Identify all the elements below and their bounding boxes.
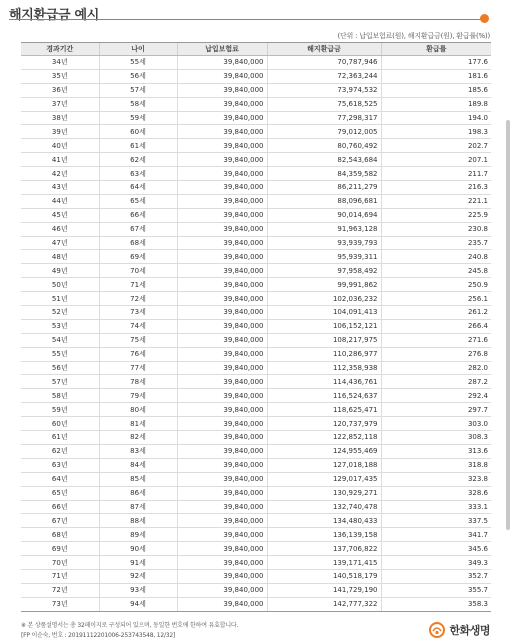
cell-surrender-value: 88,096,681: [267, 194, 381, 208]
cell-elapsed-period: 61년: [21, 431, 99, 445]
cell-surrender-value: 90,014,694: [267, 208, 381, 222]
cell-age: 65세: [99, 194, 177, 208]
cell-surrender-value: 130,929,271: [267, 486, 381, 500]
cell-elapsed-period: 65년: [21, 486, 99, 500]
cell-age: 73세: [99, 306, 177, 320]
table-row: [21, 278, 491, 292]
cell-premium-paid: 39,840,000: [177, 292, 267, 306]
cell-elapsed-period: 34년: [21, 56, 99, 70]
cell-premium-paid: 39,840,000: [177, 111, 267, 125]
cell-age: 57세: [99, 83, 177, 97]
cell-refund-rate: 245.8: [381, 264, 491, 278]
cell-age: 79세: [99, 389, 177, 403]
cell-age: 87세: [99, 500, 177, 514]
unit-note: (단위 : 납입보험료(원), 해지환급금(원), 환급률(%)): [337, 32, 490, 40]
cell-surrender-value: 140,518,179: [267, 569, 381, 583]
cell-age: 93세: [99, 583, 177, 597]
cell-elapsed-period: 66년: [21, 500, 99, 514]
cell-elapsed-period: 48년: [21, 250, 99, 264]
cell-refund-rate: 221.1: [381, 194, 491, 208]
cell-refund-rate: 216.3: [381, 181, 491, 195]
cell-age: 58세: [99, 97, 177, 111]
cell-refund-rate: 256.1: [381, 292, 491, 306]
cell-premium-paid: 39,840,000: [177, 97, 267, 111]
cell-refund-rate: 276.8: [381, 347, 491, 361]
title-rule: [9, 19, 482, 20]
cell-refund-rate: 308.3: [381, 431, 491, 445]
table-row: [21, 181, 491, 195]
scrollbar[interactable]: [506, 120, 510, 530]
cell-premium-paid: 39,840,000: [177, 278, 267, 292]
cell-premium-paid: 39,840,000: [177, 431, 267, 445]
cell-surrender-value: 93,939,793: [267, 236, 381, 250]
cell-surrender-value: 106,152,121: [267, 319, 381, 333]
cell-surrender-value: 141,729,190: [267, 583, 381, 597]
cell-refund-rate: 345.6: [381, 542, 491, 556]
cell-refund-rate: 266.4: [381, 319, 491, 333]
cell-surrender-value: 84,359,582: [267, 167, 381, 181]
cell-elapsed-period: 43년: [21, 181, 99, 195]
table-row: [21, 56, 491, 70]
cell-surrender-value: 95,939,311: [267, 250, 381, 264]
table-row: [21, 500, 491, 514]
header-refund-rate: 환급률: [381, 43, 491, 56]
cell-age: 76세: [99, 347, 177, 361]
table-row: [21, 292, 491, 306]
cell-premium-paid: 39,840,000: [177, 319, 267, 333]
cell-premium-paid: 39,840,000: [177, 375, 267, 389]
cell-age: 86세: [99, 486, 177, 500]
table-row: [21, 69, 491, 83]
cell-premium-paid: 39,840,000: [177, 236, 267, 250]
cell-premium-paid: 39,840,000: [177, 583, 267, 597]
table-row: [21, 153, 491, 167]
cell-premium-paid: 39,840,000: [177, 569, 267, 583]
cell-elapsed-period: 49년: [21, 264, 99, 278]
cell-refund-rate: 185.6: [381, 83, 491, 97]
cell-elapsed-period: 38년: [21, 111, 99, 125]
cell-premium-paid: 39,840,000: [177, 125, 267, 139]
cell-age: 91세: [99, 556, 177, 570]
cell-surrender-value: 136,139,158: [267, 528, 381, 542]
cell-elapsed-period: 62년: [21, 444, 99, 458]
cell-surrender-value: 86,211,279: [267, 181, 381, 195]
company-name: 한화생명: [449, 624, 490, 637]
table-row: [21, 333, 491, 347]
footnote-line-2: [FP 이순숙, 번호 : 20191112201006-253743548, 12/32]: [21, 632, 176, 639]
cell-surrender-value: 97,958,492: [267, 264, 381, 278]
cell-age: 94세: [99, 597, 177, 611]
cell-elapsed-period: 47년: [21, 236, 99, 250]
cell-premium-paid: 39,840,000: [177, 83, 267, 97]
cell-age: 55세: [99, 56, 177, 70]
table-row: [21, 97, 491, 111]
table-row: [21, 389, 491, 403]
cell-surrender-value: 116,524,637: [267, 389, 381, 403]
cell-surrender-value: 104,091,413: [267, 306, 381, 320]
cell-refund-rate: 328.6: [381, 486, 491, 500]
cell-elapsed-period: 45년: [21, 208, 99, 222]
cell-premium-paid: 39,840,000: [177, 556, 267, 570]
cell-elapsed-period: 72년: [21, 583, 99, 597]
cell-surrender-value: 132,740,478: [267, 500, 381, 514]
cell-surrender-value: 110,286,977: [267, 347, 381, 361]
cell-surrender-value: 82,543,684: [267, 153, 381, 167]
table-row: [21, 208, 491, 222]
cell-premium-paid: 39,840,000: [177, 472, 267, 486]
cell-age: 77세: [99, 361, 177, 375]
cell-surrender-value: 102,036,232: [267, 292, 381, 306]
cell-age: 59세: [99, 111, 177, 125]
cell-premium-paid: 39,840,000: [177, 542, 267, 556]
cell-age: 80세: [99, 403, 177, 417]
cell-elapsed-period: 52년: [21, 306, 99, 320]
cell-elapsed-period: 39년: [21, 125, 99, 139]
cell-elapsed-period: 36년: [21, 83, 99, 97]
cell-refund-rate: 194.0: [381, 111, 491, 125]
cell-refund-rate: 303.0: [381, 417, 491, 431]
cell-elapsed-period: 46년: [21, 222, 99, 236]
table-row: [21, 125, 491, 139]
cell-elapsed-period: 51년: [21, 292, 99, 306]
cell-refund-rate: 225.9: [381, 208, 491, 222]
cell-premium-paid: 39,840,000: [177, 458, 267, 472]
cell-elapsed-period: 55년: [21, 347, 99, 361]
cell-age: 60세: [99, 125, 177, 139]
cell-surrender-value: 122,852,118: [267, 431, 381, 445]
cell-refund-rate: 271.6: [381, 333, 491, 347]
table-header-row: [21, 43, 491, 56]
cell-surrender-value: 139,171,415: [267, 556, 381, 570]
cell-surrender-value: 77,298,317: [267, 111, 381, 125]
cell-age: 88세: [99, 514, 177, 528]
table-row: [21, 347, 491, 361]
cell-age: 81세: [99, 417, 177, 431]
table-row: [21, 236, 491, 250]
cell-elapsed-period: 60년: [21, 417, 99, 431]
cell-age: 70세: [99, 264, 177, 278]
cell-refund-rate: 207.1: [381, 153, 491, 167]
header-surrender-value: 해지환급금: [267, 43, 381, 56]
table-row: [21, 444, 491, 458]
cell-refund-rate: 337.5: [381, 514, 491, 528]
cell-surrender-value: 80,760,492: [267, 139, 381, 153]
cell-age: 82세: [99, 431, 177, 445]
cell-elapsed-period: 42년: [21, 167, 99, 181]
table-row: [21, 83, 491, 97]
cell-elapsed-period: 59년: [21, 403, 99, 417]
cell-surrender-value: 114,436,761: [267, 375, 381, 389]
cell-age: 67세: [99, 222, 177, 236]
table-row: [21, 486, 491, 500]
cell-refund-rate: 287.2: [381, 375, 491, 389]
cell-elapsed-period: 57년: [21, 375, 99, 389]
cell-age: 90세: [99, 542, 177, 556]
cell-elapsed-period: 71년: [21, 569, 99, 583]
cell-age: 89세: [99, 528, 177, 542]
cell-surrender-value: 70,787,946: [267, 56, 381, 70]
table-row: [21, 472, 491, 486]
cell-refund-rate: 181.6: [381, 69, 491, 83]
cell-refund-rate: 261.2: [381, 306, 491, 320]
cell-refund-rate: 318.8: [381, 458, 491, 472]
cell-premium-paid: 39,840,000: [177, 153, 267, 167]
cell-premium-paid: 39,840,000: [177, 389, 267, 403]
refund-table: [21, 42, 491, 612]
cell-refund-rate: 250.9: [381, 278, 491, 292]
cell-surrender-value: 108,217,975: [267, 333, 381, 347]
cell-premium-paid: 39,840,000: [177, 264, 267, 278]
cell-surrender-value: 142,777,322: [267, 597, 381, 611]
header-elapsed-period: 경과기간: [21, 43, 99, 56]
cell-age: 78세: [99, 375, 177, 389]
cell-premium-paid: 39,840,000: [177, 181, 267, 195]
cell-refund-rate: 323.8: [381, 472, 491, 486]
cell-surrender-value: 129,017,435: [267, 472, 381, 486]
cell-premium-paid: 39,840,000: [177, 444, 267, 458]
cell-elapsed-period: 56년: [21, 361, 99, 375]
cell-age: 68세: [99, 236, 177, 250]
table-row: [21, 431, 491, 445]
footnote-line-1: ※ 본 상품설명서는 총 32페이지로 구성되어 있으며, 동일한 번호에 한하여 유효합니다.: [21, 622, 239, 629]
cell-premium-paid: 39,840,000: [177, 208, 267, 222]
cell-refund-rate: 202.7: [381, 139, 491, 153]
cell-age: 56세: [99, 69, 177, 83]
table-row: [21, 264, 491, 278]
cell-premium-paid: 39,840,000: [177, 528, 267, 542]
cell-elapsed-period: 58년: [21, 389, 99, 403]
cell-premium-paid: 39,840,000: [177, 486, 267, 500]
cell-elapsed-period: 67년: [21, 514, 99, 528]
cell-refund-rate: 292.4: [381, 389, 491, 403]
cell-surrender-value: 72,363,244: [267, 69, 381, 83]
cell-surrender-value: 79,012,005: [267, 125, 381, 139]
cell-refund-rate: 198.3: [381, 125, 491, 139]
cell-refund-rate: 235.7: [381, 236, 491, 250]
cell-premium-paid: 39,840,000: [177, 333, 267, 347]
header-age: 나이: [99, 43, 177, 56]
cell-surrender-value: 120,737,979: [267, 417, 381, 431]
cell-age: 71세: [99, 278, 177, 292]
table-body: [21, 56, 491, 612]
cell-refund-rate: 355.7: [381, 583, 491, 597]
hanwha-logo-icon: [429, 622, 445, 638]
table-row: [21, 222, 491, 236]
cell-refund-rate: 349.3: [381, 556, 491, 570]
cell-refund-rate: 297.7: [381, 403, 491, 417]
table-row: [21, 111, 491, 125]
cell-elapsed-period: 63년: [21, 458, 99, 472]
cell-surrender-value: 91,963,128: [267, 222, 381, 236]
table-row: [21, 167, 491, 181]
cell-refund-rate: 240.8: [381, 250, 491, 264]
cell-elapsed-period: 37년: [21, 97, 99, 111]
cell-surrender-value: 112,358,938: [267, 361, 381, 375]
footnote: [21, 621, 238, 641]
cell-age: 72세: [99, 292, 177, 306]
cell-elapsed-period: 50년: [21, 278, 99, 292]
cell-age: 66세: [99, 208, 177, 222]
table-row: [21, 528, 491, 542]
cell-premium-paid: 39,840,000: [177, 56, 267, 70]
cell-refund-rate: 341.7: [381, 528, 491, 542]
cell-refund-rate: 313.6: [381, 444, 491, 458]
cell-elapsed-period: 44년: [21, 194, 99, 208]
table-row: [21, 417, 491, 431]
cell-premium-paid: 39,840,000: [177, 403, 267, 417]
cell-premium-paid: 39,840,000: [177, 361, 267, 375]
cell-surrender-value: 127,018,188: [267, 458, 381, 472]
table-row: [21, 514, 491, 528]
cell-refund-rate: 189.8: [381, 97, 491, 111]
cell-age: 62세: [99, 153, 177, 167]
cell-surrender-value: 118,625,471: [267, 403, 381, 417]
cell-elapsed-period: 35년: [21, 69, 99, 83]
cell-premium-paid: 39,840,000: [177, 194, 267, 208]
table-row: [21, 403, 491, 417]
cell-premium-paid: 39,840,000: [177, 69, 267, 83]
cell-elapsed-period: 53년: [21, 319, 99, 333]
table-row: [21, 250, 491, 264]
cell-refund-rate: 282.0: [381, 361, 491, 375]
cell-refund-rate: 358.3: [381, 597, 491, 611]
cell-age: 92세: [99, 569, 177, 583]
table-row: [21, 458, 491, 472]
cell-elapsed-period: 64년: [21, 472, 99, 486]
cell-refund-rate: 230.8: [381, 222, 491, 236]
cell-premium-paid: 39,840,000: [177, 250, 267, 264]
cell-premium-paid: 39,840,000: [177, 500, 267, 514]
cell-elapsed-period: 73년: [21, 597, 99, 611]
cell-premium-paid: 39,840,000: [177, 347, 267, 361]
table-row: [21, 375, 491, 389]
cell-surrender-value: 99,991,862: [267, 278, 381, 292]
table-row: [21, 361, 491, 375]
company-brand: [429, 622, 490, 638]
cell-surrender-value: 137,706,822: [267, 542, 381, 556]
cell-elapsed-period: 69년: [21, 542, 99, 556]
cell-premium-paid: 39,840,000: [177, 306, 267, 320]
table-row: [21, 139, 491, 153]
cell-premium-paid: 39,840,000: [177, 167, 267, 181]
cell-elapsed-period: 41년: [21, 153, 99, 167]
orange-dot-icon: [480, 14, 489, 23]
table-row: [21, 569, 491, 583]
cell-age: 75세: [99, 333, 177, 347]
header-premium-paid: 납입보험료: [177, 43, 267, 56]
cell-elapsed-period: 40년: [21, 139, 99, 153]
table-row: [21, 542, 491, 556]
cell-premium-paid: 39,840,000: [177, 222, 267, 236]
cell-refund-rate: 177.6: [381, 56, 491, 70]
table-row: [21, 319, 491, 333]
cell-age: 61세: [99, 139, 177, 153]
cell-age: 64세: [99, 181, 177, 195]
cell-refund-rate: 352.7: [381, 569, 491, 583]
cell-elapsed-period: 54년: [21, 333, 99, 347]
table-row: [21, 597, 491, 611]
cell-age: 85세: [99, 472, 177, 486]
cell-premium-paid: 39,840,000: [177, 139, 267, 153]
cell-refund-rate: 333.1: [381, 500, 491, 514]
table-row: [21, 194, 491, 208]
cell-age: 74세: [99, 319, 177, 333]
cell-premium-paid: 39,840,000: [177, 514, 267, 528]
cell-age: 84세: [99, 458, 177, 472]
cell-surrender-value: 124,955,469: [267, 444, 381, 458]
cell-elapsed-period: 70년: [21, 556, 99, 570]
cell-surrender-value: 134,480,433: [267, 514, 381, 528]
table-row: [21, 583, 491, 597]
cell-age: 69세: [99, 250, 177, 264]
cell-surrender-value: 75,618,525: [267, 97, 381, 111]
cell-elapsed-period: 68년: [21, 528, 99, 542]
cell-surrender-value: 73,974,532: [267, 83, 381, 97]
cell-refund-rate: 211.7: [381, 167, 491, 181]
cell-premium-paid: 39,840,000: [177, 597, 267, 611]
cell-premium-paid: 39,840,000: [177, 417, 267, 431]
table-row: [21, 556, 491, 570]
cell-age: 63세: [99, 167, 177, 181]
page-title: 해지환급금 예시: [9, 8, 100, 23]
cell-age: 83세: [99, 444, 177, 458]
table-row: [21, 306, 491, 320]
